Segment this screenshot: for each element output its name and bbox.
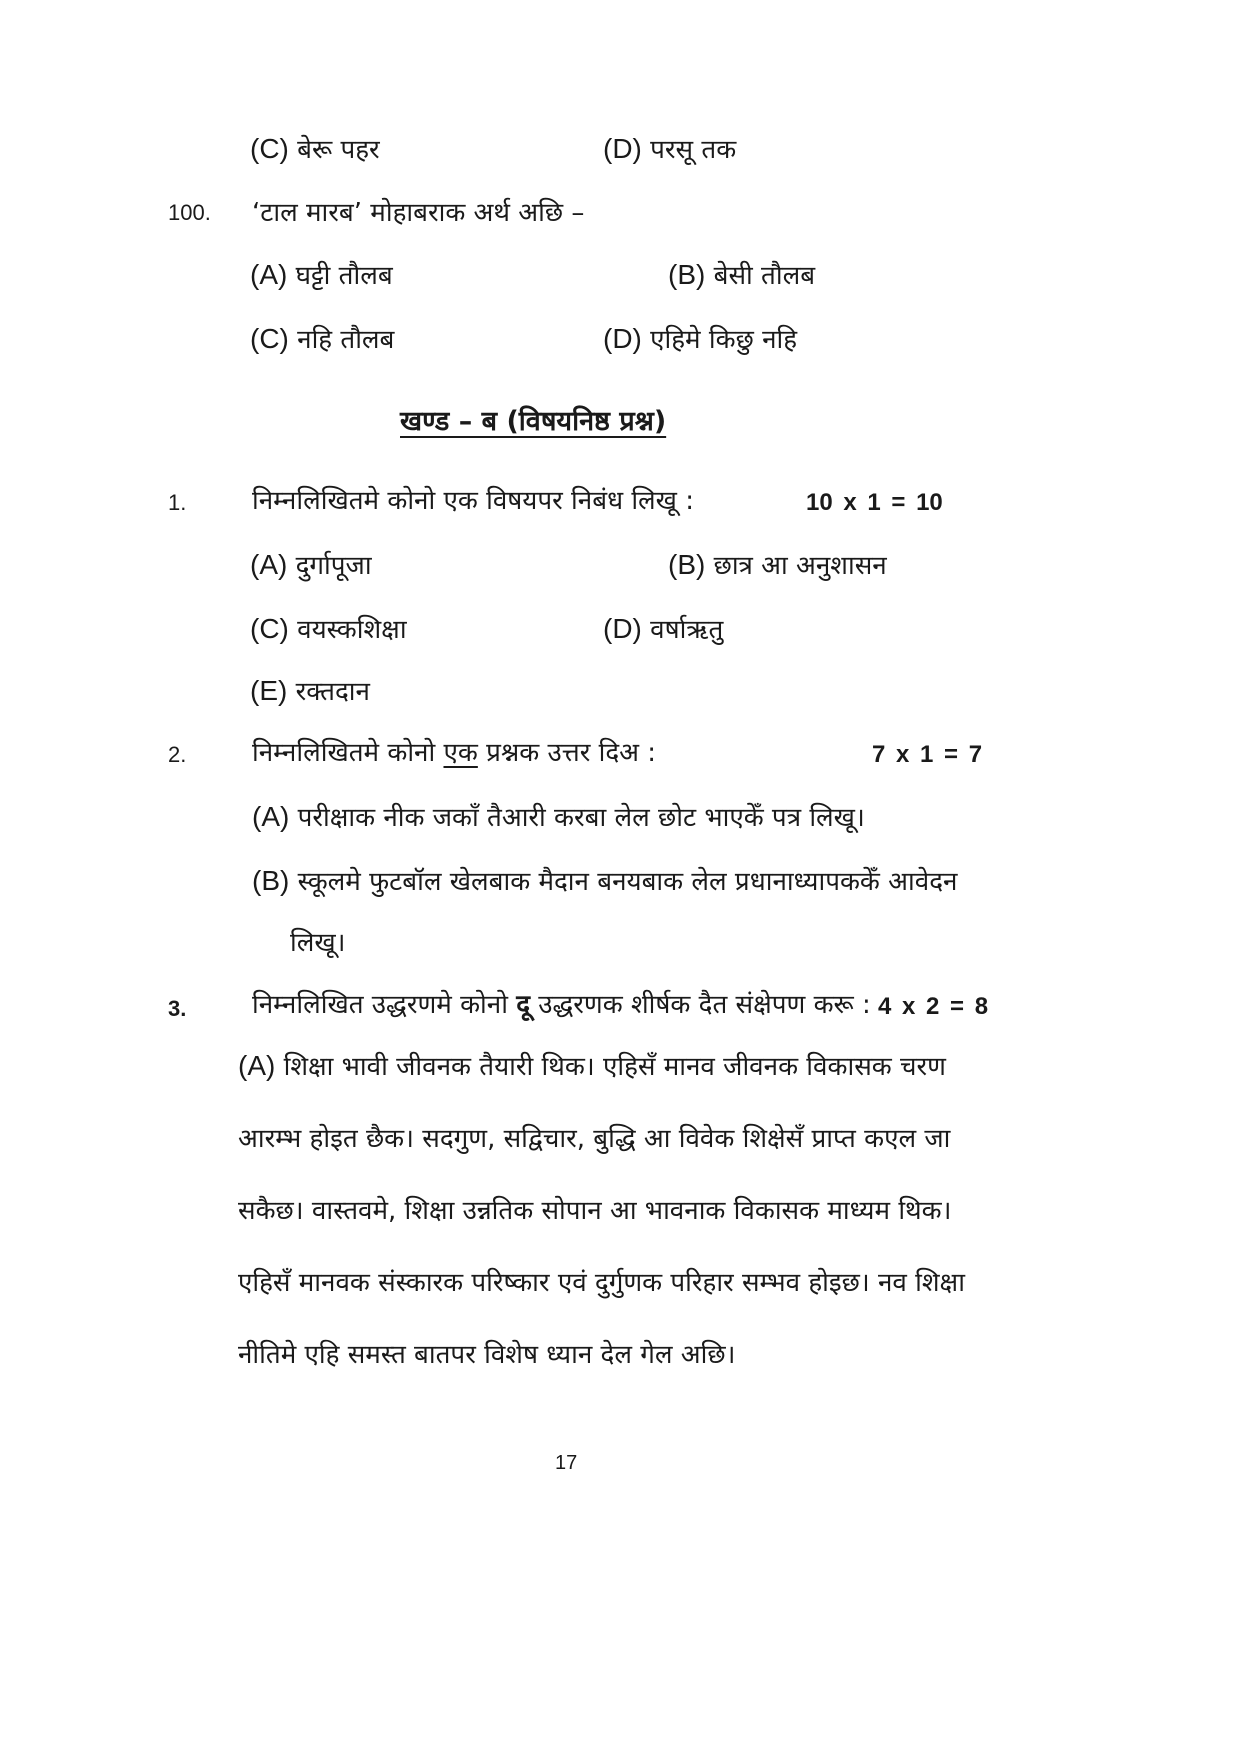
option-d: (D) एहिमे किछु नहि (603, 323, 798, 355)
option-a: (A) घट्टी तौलब (250, 259, 393, 291)
passage-line: आरम्भ होइत छैक। सदगुण, सद्विचार, बुद्धि आ विवेक शिक्षेसँ प्राप्त कएल जा (238, 1124, 951, 1154)
option-a: (A) दुर्गापूजा (250, 549, 372, 581)
question-text: ‘टाल मारब’ मोहाबराक अर्थ अछि – (252, 198, 585, 228)
option-b: (B) स्कूलमे फुटबॉल खेलबाक मैदान बनयबाक लेल प्रधानाध्यापककेँ आवेदन (252, 865, 958, 897)
page-number: 17 (555, 1452, 578, 1474)
option-c: (C) बेरू पहर (250, 133, 380, 165)
question-number: 3. (168, 996, 187, 1021)
question-text: निम्नलिखित उद्धरणमे कोनो दू उद्धरणक शीर्षक दैत संक्षेपण करू : (252, 990, 871, 1020)
option-b: (B) छात्र आ अनुशासन (668, 549, 887, 581)
passage-line: एहिसँ मानवक संस्कारक परिष्कार एवं दुर्गुणक परिहार सम्भव होइछ। नव शिक्षा (238, 1268, 965, 1298)
option-e: (E) रक्तदान (250, 675, 370, 707)
option-b-continuation: लिखू। (290, 928, 346, 958)
passage-line: नीतिमे एहि समस्त बातपर विशेष ध्यान देल गेल अछि। (238, 1340, 736, 1370)
question-number: 100. (168, 200, 211, 225)
question-number: 2. (168, 742, 187, 767)
underlined-word: एक (443, 738, 478, 768)
passage-line: सकैछ। वास्तवमे, शिक्षा उन्नतिक सोपान आ भावनाक विकासक माध्यम थिक। (238, 1196, 952, 1226)
marks-allocation: 4 x 2 = 8 (878, 993, 989, 1020)
marks-allocation: 10 x 1 = 10 (806, 489, 943, 516)
section-heading: खण्ड – ब (विषयनिष्ठ प्रश्न) (400, 406, 667, 437)
question-text: निम्नलिखितमे कोनो एक विषयपर निबंध लिखू : (252, 486, 694, 516)
option-b: (B) बेसी तौलब (668, 259, 816, 291)
option-d: (D) परसू तक (603, 133, 737, 165)
passage-a (238, 1030, 996, 1391)
bold-word: दू (516, 990, 531, 1020)
option-c: (C) वयस्कशिक्षा (250, 613, 407, 645)
option-d: (D) वर्षाऋतु (603, 613, 724, 645)
question-text: निम्नलिखितमे कोनो एक प्रश्नक उत्तर दिअ : (252, 738, 657, 768)
option-c: (C) नहि तौलब (250, 323, 395, 355)
passage-line: (A) शिक्षा भावी जीवनक तैयारी थिक। एहिसँ मानव जीवनक विकासक चरण (238, 1050, 946, 1082)
option-a: (A) परीक्षाक नीक जकाँ तैआरी करबा लेल छोट भाएकेँ पत्र लिखू। (252, 801, 865, 833)
marks-allocation: 7 x 1 = 7 (872, 741, 983, 768)
question-number: 1. (168, 490, 187, 515)
